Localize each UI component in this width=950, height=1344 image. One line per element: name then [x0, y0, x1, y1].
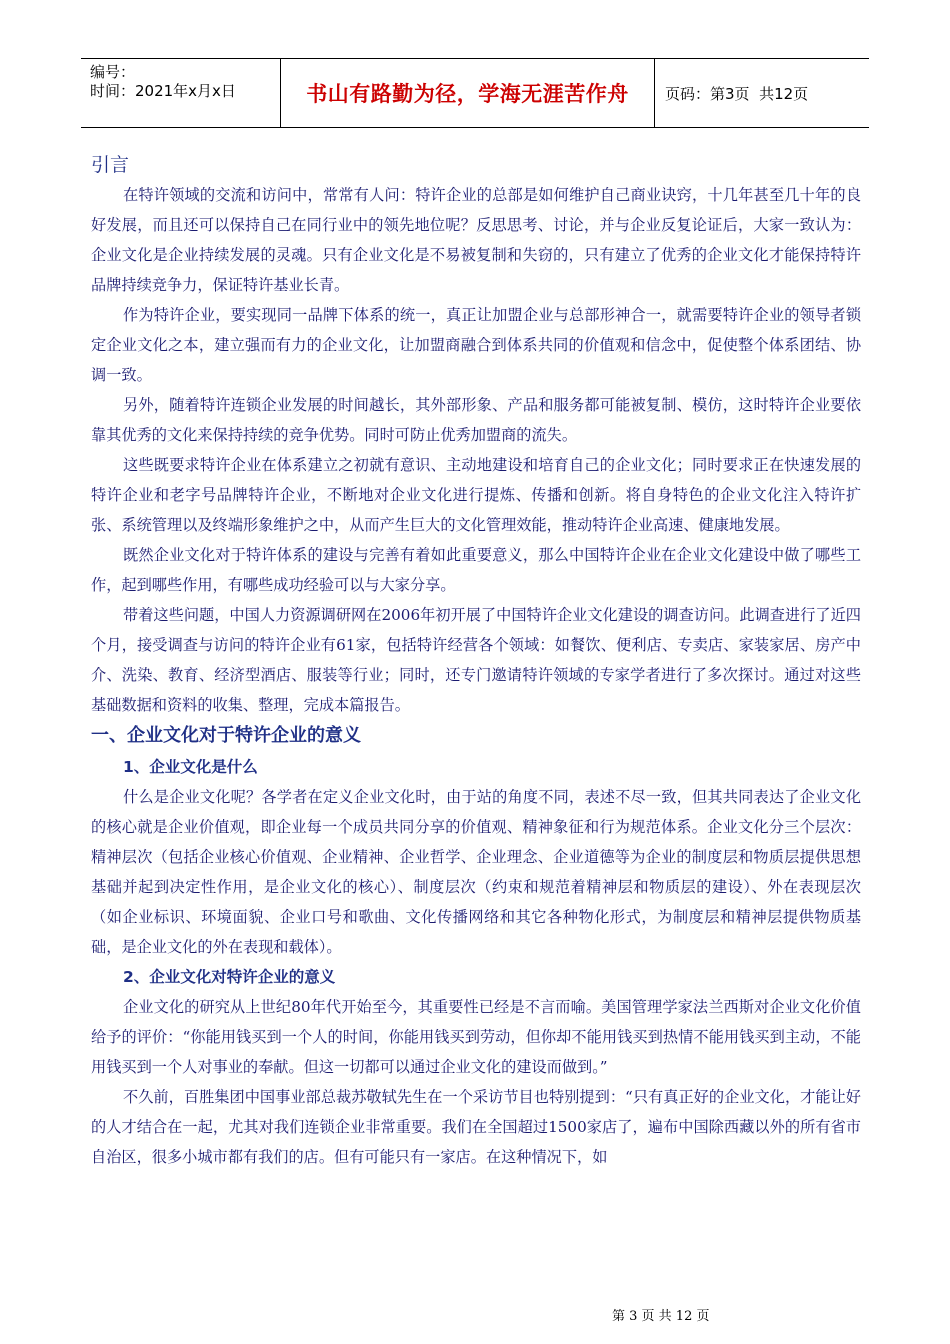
motto-text: 书山有路勤为径，学海无涯苦作舟: [306, 82, 629, 106]
document-body: [91, 150, 861, 1172]
intro-heading: 引言: [91, 154, 130, 176]
footer-page-number: 第 3 页 共 12 页: [612, 1309, 710, 1324]
intro-paragraph-4: 这些既要求特许企业在体系建立之初就有意识、主动地建设和培育自己的企业文化；同时要求正在快速发展的特许企业和老字号品牌特许企业，不断地对企业文化进行提炼、传播和创新。将自身特色的企业文化注入特许扩张、系统管理以及终端形象维护之中，从而产生巨大的文化管理效能，推动特许企业高速、健康地发展。: [91, 456, 861, 534]
serial-label: 编号：: [90, 63, 136, 81]
intro-paragraph-1: 在特许领域的交流和访问中，常常有人问：特许企业的总部是如何维护自己商业诀窍，十几年甚至几十年的良好发展，而且还可以保持自己在同行业中的领先地位呢？反思思考、讨论，并与企业反复论证后，大家一致认为：企业文化是企业持续发展的灵魂。只有企业文化是不易被复制和失窃的，只有建立了优秀的企业文化才能保持特许品牌持续竞争力，保证特许基业长青。: [91, 186, 861, 294]
subsection-1-paragraph-1: 什么是企业文化呢？各学者在定义企业文化时，由于站的角度不同，表述不尽一致，但其共同表达了企业文化的核心就是企业价值观，即企业每一个成员共同分享的价值观、精神象征和行为规范体系。企业文化分三个层次：精神层次（包括企业核心价值观、企业精神、企业哲学、企业理念、企业道德等为企业的制度层和物质层提供思想基础并起到决定性作用，是企业文化的核心）、制度层次（约束和规范着精神层和物质层的建设）、外在表现层次（如企业标识、环境面貌、企业口号和歌曲、文化传播网络和其它各种物化形式，为制度层和精神层提供物质基础，是企业文化的外在表现和载体）。: [91, 788, 861, 956]
subsection-1-heading: 1、企业文化是什么: [123, 758, 258, 776]
intro-paragraph-6: 带着这些问题，中国人力资源调研网在2006年初开展了中国特许企业文化建设的调查访问。此调查进行了近四个月，接受调查与访问的特许企业有61家，包括特许经营各个领域：如餐饮、便利店、专卖店、家装家居、房产中介、洗染、教育、经济型酒店、服装等行业；同时，还专门邀请特许领域的专家学者进行了多次探讨。通过对这些基础数据和资料的收集、整理，完成本篇报告。: [91, 606, 861, 714]
header-right-cell: [655, 59, 869, 127]
subsection-2-heading: 2、企业文化对特许企业的意义: [123, 968, 336, 986]
header-motto: [281, 59, 655, 127]
header-left-cell: [81, 59, 281, 127]
header-table: [81, 58, 869, 128]
subsection-2-paragraph-1: 企业文化的研究从上世纪80年代开始至今，其重要性已经是不言而喻。美国管理学家法兰西斯对企业文化价值给予的评价：“你能用钱买到一个人的时间，你能用钱买到劳动，但你却不能用钱买到热情不能用钱买到主动，不能用钱买到一个人对事业的奉献。但这一切都可以通过企业文化的建设而做到。”: [91, 998, 861, 1076]
date-label: 时间：2021年x月x日: [90, 82, 236, 100]
page-info: 页码：第3页 共12页: [665, 84, 809, 103]
subsection-2-paragraph-2: 不久前，百胜集团中国事业部总裁苏敬轼先生在一个采访节目也特别提到：“只有真正好的企业文化，才能让好的人才结合在一起，尤其对我们连锁企业非常重要。我们在全国超过1500家店了，遍布中国除西藏以外的所有省市自治区，很多小城市都有我们的店。但有可能只有一家店。在这种情况下，如: [91, 1088, 861, 1166]
intro-paragraph-3: 另外，随着特许连锁企业发展的时间越长，其外部形象、产品和服务都可能被复制、模仿，这时特许企业要依靠其优秀的文化来保持持续的竞争优势。同时可防止优秀加盟商的流失。: [91, 396, 861, 444]
section-1-heading: 一、企业文化对于特许企业的意义: [91, 725, 361, 746]
page-footer: [0, 1290, 950, 1324]
intro-paragraph-5: 既然企业文化对于特许体系的建设与完善有着如此重要意义，那么中国特许企业在企业文化建设中做了哪些工作，起到哪些作用，有哪些成功经验可以与大家分享。: [91, 546, 861, 594]
intro-paragraph-2: 作为特许企业，要实现同一品牌下体系的统一，真正让加盟企业与总部形神合一，就需要特许企业的领导者锁定企业文化之本，建立强而有力的企业文化，让加盟商融合到体系共同的价值观和信念中，促使整个体系团结、协调一致。: [91, 306, 861, 384]
